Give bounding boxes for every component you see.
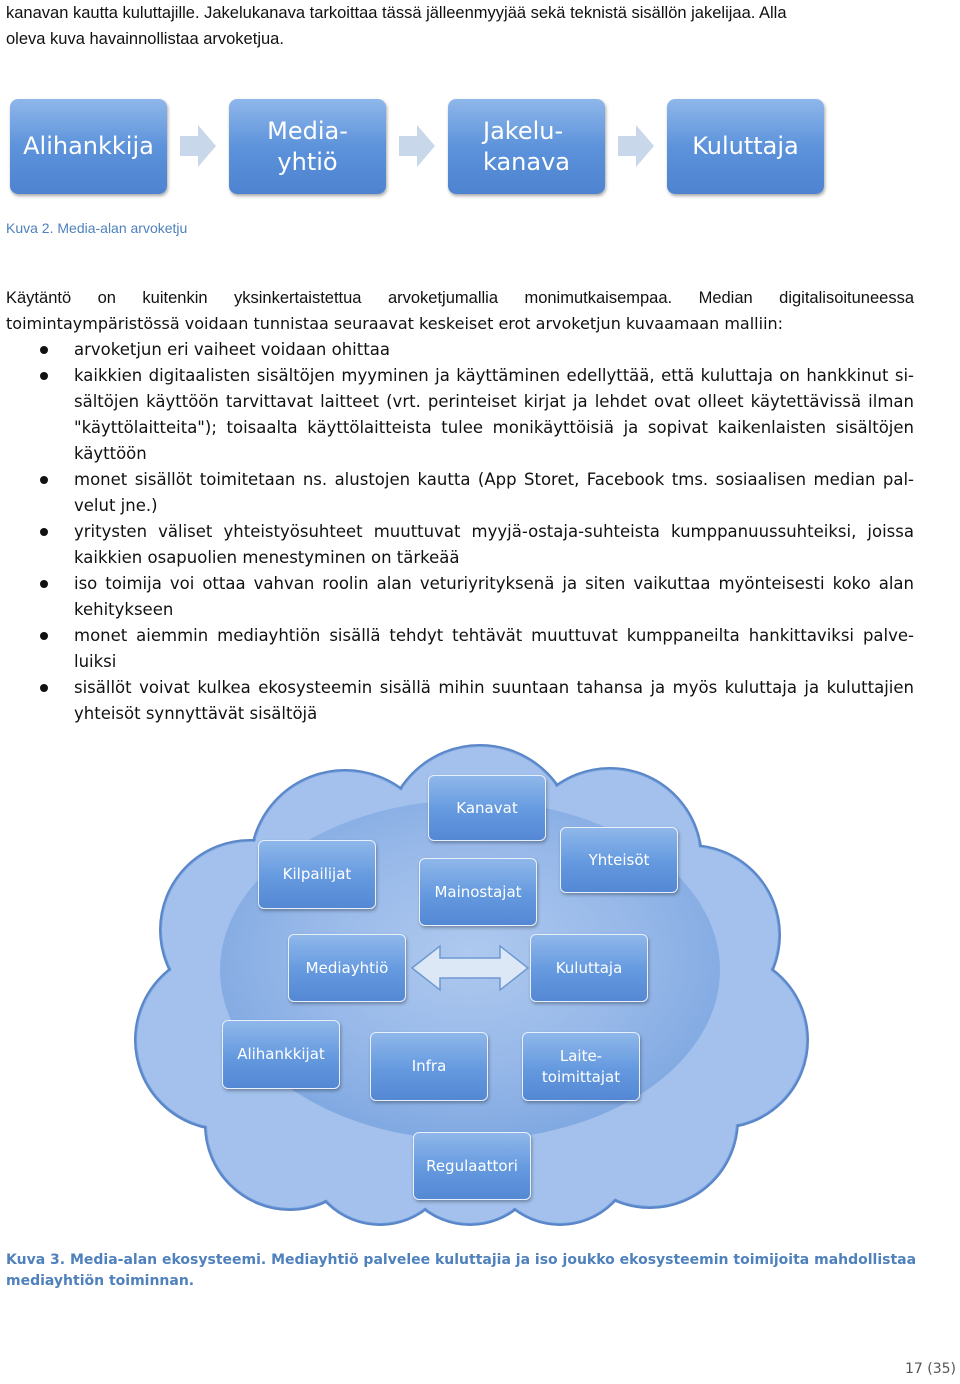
- chain-step-label-line2: kanava: [482, 147, 570, 176]
- list-item: [0, 675, 914, 727]
- list-item: [0, 363, 914, 467]
- node-kuluttaja: [530, 934, 648, 1002]
- node-infra: [370, 1032, 488, 1101]
- bullet-icon: [40, 632, 48, 640]
- bullet-icon: [40, 684, 48, 692]
- right-arrow-icon: [399, 125, 435, 167]
- node-label-line2: toimittajat: [541, 1067, 621, 1086]
- node-label: Kuluttaja: [555, 958, 623, 977]
- chain-step-alihankkija: [10, 99, 167, 194]
- node-yhteisot: [560, 827, 678, 893]
- list-item-text: monet sisällöt toimitetaan ns. alustojen kautta (App Storet, Facebook tms. sosiaalisen median pal-velut jne.): [74, 470, 914, 515]
- node-kanavat: [428, 775, 546, 841]
- node-regulaattori: [413, 1132, 531, 1200]
- bullet-icon: [40, 528, 48, 536]
- node-mainostajat: [419, 858, 537, 926]
- chain-step-label: Kuluttaja: [692, 132, 799, 160]
- node-label-line1: Laite-: [559, 1046, 603, 1065]
- list-item: [0, 467, 914, 519]
- bullet-icon: [40, 476, 48, 484]
- figure-caption-3: Kuva 3. Media-alan ekosysteemi. Mediayhtiö palvelee kuluttajia ja iso joukko ekosysteemin toimijoita mahdollistaa mediayhtiön toiminnan.: [6, 1252, 917, 1289]
- list-item: [0, 623, 914, 675]
- node-label: Kanavat: [456, 798, 518, 817]
- chain-step-label: Alihankkija: [23, 132, 154, 160]
- list-item: [0, 519, 914, 571]
- node-alihankkijat: [222, 1020, 340, 1089]
- list-item-text: monet aiemmin mediayhtiön sisällä tehdyt tehtävät muuttuvat kumppaneilta hankittaviksi palve-luiksi: [74, 626, 914, 671]
- body-paragraph: [6, 285, 914, 337]
- bullet-list: [0, 337, 914, 727]
- node-label: Mainostajat: [434, 882, 522, 901]
- list-item-text: yritysten väliset yhteistyösuhteet muuttuvat myyjä-ostaja-suhteista kumppanuussuhteiksi, joissa kaikkien osapuolien menestyminen on tärkeää: [74, 522, 914, 567]
- list-item-text: kaikkien digitaalisten sisältöjen myyminen ja käyttäminen edellyttää, että kuluttaja on hankkinut si-sältöjen käyttöön tarvittavat laitteet (vrt. perinteiset kirjat ja lehdet ovat olleet käytettävissä ilman "käyttölaitteita"); toisaalta käyttölaitteista tulee monikäyttöisiä ja sopivat kaikenlaisten sisältöjen käyttöön: [74, 366, 914, 463]
- list-item-text: sisällöt voivat kulkea ekosysteemin sisällä mihin suuntaan tahansa ja myös kuluttaja ja kuluttajien yhteisöt synnyttävät sisältöjä: [74, 678, 914, 723]
- chain-step-label-line1: Jakelu-: [482, 116, 564, 145]
- bullet-icon: [40, 580, 48, 588]
- chain-step-label-line2: yhtiö: [277, 147, 338, 176]
- chain-step-kuluttaja: [667, 99, 824, 194]
- node-laitetoimittajat: [522, 1032, 640, 1101]
- node-label: Kilpailijat: [282, 865, 352, 883]
- bullet-icon: [40, 372, 48, 380]
- right-arrow-icon: [180, 125, 216, 167]
- list-item-text: iso toimija voi ottaa vahvan roolin alan veturiyrityksenä ja siten vaikuttaa myönteisesti koko alan kehitykseen: [74, 574, 914, 619]
- paragraph-line-2: toimintaympäristössä voidaan tunnistaa seuraavat keskeiset erot arvoketjun kuvaamaan malliin:: [6, 314, 784, 333]
- paragraph-line-1: Käytäntö on kuitenkin yksinkertaistettua arvoketjumallia monimutkaisempaa. Median digitalisoituneessa: [6, 289, 914, 307]
- bullet-icon: [40, 346, 48, 354]
- node-label: Yhteisöt: [588, 850, 650, 869]
- node-label: Mediayhtiö: [305, 958, 389, 977]
- chain-step-jakelukanava: [448, 99, 605, 194]
- chain-step-mediayhtio: [229, 99, 386, 194]
- node-label: Infra: [411, 1057, 447, 1075]
- list-item: [0, 337, 914, 363]
- right-arrow-icon: [618, 125, 654, 167]
- intro-line-2: oleva kuva havainnollistaa arvoketjua.: [6, 30, 284, 48]
- list-item: [0, 571, 914, 623]
- chain-step-label-line1: Media-: [267, 116, 348, 145]
- ecosystem-diagram: [0, 740, 960, 1240]
- node-mediayhtio: [288, 934, 406, 1002]
- figure-caption-2: Kuva 2. Media-alan arvoketju: [6, 220, 188, 236]
- node-label: Regulaattori: [426, 1156, 518, 1175]
- node-label: Alihankkijat: [237, 1045, 325, 1063]
- list-item-text: arvoketjun eri vaiheet voidaan ohittaa: [74, 340, 390, 359]
- intro-text: [6, 0, 916, 52]
- intro-line-1: kanavan kautta kuluttajille. Jakelukanava tarkoittaa tässä jälleenmyyjää sekä teknistä sisällön jakelijaa. Alla: [6, 4, 787, 22]
- node-kilpailijat: [258, 840, 376, 909]
- page-number: 17 (35): [904, 1361, 956, 1377]
